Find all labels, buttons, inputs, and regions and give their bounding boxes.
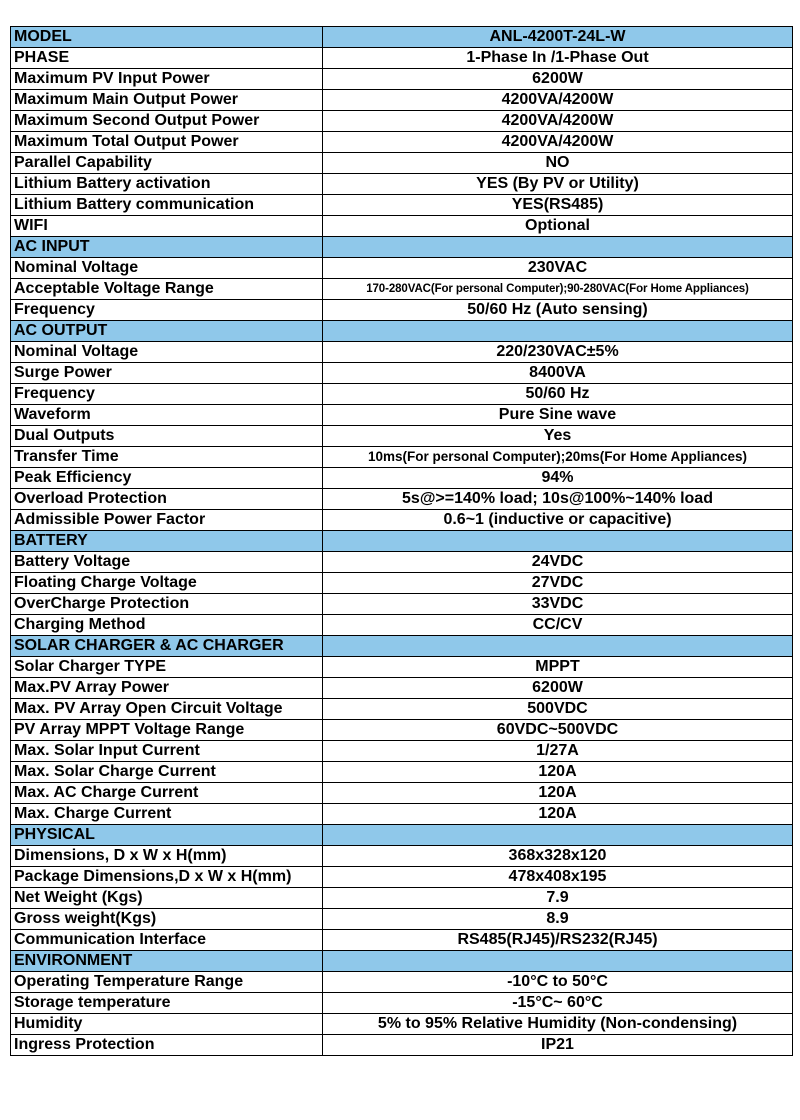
spec-value: 500VDC (323, 699, 793, 720)
spec-row (11, 447, 793, 468)
spec-row (11, 993, 793, 1014)
spec-row (11, 363, 793, 384)
spec-label: Operating Temperature Range (11, 972, 323, 993)
spec-label: Max.PV Array Power (11, 678, 323, 699)
spec-row (11, 90, 793, 111)
section-value (323, 531, 793, 552)
spec-row (11, 804, 793, 825)
spec-label: Max. AC Charge Current (11, 783, 323, 804)
spec-value: YES (By PV or Utility) (323, 174, 793, 195)
spec-label: Gross weight(Kgs) (11, 909, 323, 930)
spec-value: 120A (323, 762, 793, 783)
section-header-row (11, 825, 793, 846)
spec-value: 5% to 95% Relative Humidity (Non-condensing) (323, 1014, 793, 1035)
section-header-row (11, 531, 793, 552)
spec-label: Waveform (11, 405, 323, 426)
section-header-row (11, 321, 793, 342)
section-header-row (11, 636, 793, 657)
spec-value: 8400VA (323, 363, 793, 384)
spec-value: 94% (323, 468, 793, 489)
spec-value: 33VDC (323, 594, 793, 615)
spec-label: Floating Charge Voltage (11, 573, 323, 594)
spec-row (11, 489, 793, 510)
spec-value: 10ms(For personal Computer);20ms(For Home Appliances) (323, 447, 793, 468)
spec-label: Max. Charge Current (11, 804, 323, 825)
spec-label: Surge Power (11, 363, 323, 384)
spec-value: 220/230VAC±5% (323, 342, 793, 363)
spec-row (11, 741, 793, 762)
spec-value: 120A (323, 783, 793, 804)
spec-value: 50/60 Hz (323, 384, 793, 405)
spec-value: 24VDC (323, 552, 793, 573)
spec-value: 120A (323, 804, 793, 825)
spec-row (11, 909, 793, 930)
spec-row (11, 1014, 793, 1035)
spec-label: Battery Voltage (11, 552, 323, 573)
spec-value: CC/CV (323, 615, 793, 636)
spec-value: 8.9 (323, 909, 793, 930)
spec-label: OverCharge Protection (11, 594, 323, 615)
spec-value: 7.9 (323, 888, 793, 909)
spec-label: Maximum Total Output Power (11, 132, 323, 153)
spec-row (11, 216, 793, 237)
spec-row (11, 132, 793, 153)
spec-value: Optional (323, 216, 793, 237)
section-title: BATTERY (11, 531, 323, 552)
spec-value: 6200W (323, 69, 793, 90)
spec-label: Acceptable Voltage Range (11, 279, 323, 300)
spec-label: Max. Solar Charge Current (11, 762, 323, 783)
spec-label: PV Array MPPT Voltage Range (11, 720, 323, 741)
spec-row (11, 573, 793, 594)
section-title: AC INPUT (11, 237, 323, 258)
spec-row (11, 867, 793, 888)
spec-row (11, 720, 793, 741)
section-value: ANL-4200T-24L-W (323, 27, 793, 48)
spec-value: 170-280VAC(For personal Computer);90-280VAC(For Home Appliances) (323, 279, 793, 300)
section-title: MODEL (11, 27, 323, 48)
spec-row (11, 1035, 793, 1056)
spec-value: IP21 (323, 1035, 793, 1056)
section-header-row (11, 951, 793, 972)
spec-row (11, 678, 793, 699)
spec-row (11, 405, 793, 426)
spec-row (11, 153, 793, 174)
spec-row (11, 657, 793, 678)
spec-label: Nominal Voltage (11, 258, 323, 279)
spec-label: Peak Efficiency (11, 468, 323, 489)
spec-row (11, 195, 793, 216)
spec-label: Ingress Protection (11, 1035, 323, 1056)
spec-value: 5s@>=140% load; 10s@100%~140% load (323, 489, 793, 510)
spec-label: Communication Interface (11, 930, 323, 951)
spec-label: Admissible Power Factor (11, 510, 323, 531)
spec-value: 27VDC (323, 573, 793, 594)
spec-label: Frequency (11, 300, 323, 321)
spec-value: Yes (323, 426, 793, 447)
spec-value: 50/60 Hz (Auto sensing) (323, 300, 793, 321)
spec-value: 0.6~1 (inductive or capacitive) (323, 510, 793, 531)
spec-label: Lithium Battery activation (11, 174, 323, 195)
spec-label: Transfer Time (11, 447, 323, 468)
spec-row (11, 846, 793, 867)
section-value (323, 237, 793, 258)
spec-value: Pure Sine wave (323, 405, 793, 426)
spec-label: Dual Outputs (11, 426, 323, 447)
spec-label: Maximum Main Output Power (11, 90, 323, 111)
spec-row (11, 426, 793, 447)
spec-row (11, 552, 793, 573)
spec-label: Charging Method (11, 615, 323, 636)
spec-row (11, 279, 793, 300)
spec-value: RS485(RJ45)/RS232(RJ45) (323, 930, 793, 951)
spec-value: 368x328x120 (323, 846, 793, 867)
spec-value: 1/27A (323, 741, 793, 762)
spec-row (11, 174, 793, 195)
spec-row (11, 111, 793, 132)
spec-row (11, 699, 793, 720)
spec-label: Solar Charger TYPE (11, 657, 323, 678)
spec-row (11, 300, 793, 321)
spec-row (11, 510, 793, 531)
section-title: AC OUTPUT (11, 321, 323, 342)
spec-value: 4200VA/4200W (323, 132, 793, 153)
spec-row (11, 69, 793, 90)
spec-label: Lithium Battery communication (11, 195, 323, 216)
section-header-row (11, 237, 793, 258)
spec-row (11, 783, 793, 804)
spec-value: 1-Phase In /1-Phase Out (323, 48, 793, 69)
section-title: SOLAR CHARGER & AC CHARGER (11, 636, 323, 657)
spec-value: -10°C to 50°C (323, 972, 793, 993)
section-value (323, 951, 793, 972)
spec-value: NO (323, 153, 793, 174)
section-value (323, 636, 793, 657)
spec-row (11, 972, 793, 993)
spec-label: Storage temperature (11, 993, 323, 1014)
spec-row (11, 48, 793, 69)
spec-label: Nominal Voltage (11, 342, 323, 363)
spec-value: 60VDC~500VDC (323, 720, 793, 741)
section-value (323, 825, 793, 846)
section-header-row (11, 27, 793, 48)
spec-row (11, 615, 793, 636)
spec-row (11, 594, 793, 615)
spec-label: Maximum Second Output Power (11, 111, 323, 132)
spec-value: YES(RS485) (323, 195, 793, 216)
spec-row (11, 930, 793, 951)
spec-table-body (11, 27, 793, 1056)
spec-table (10, 26, 793, 1056)
spec-label: Max. PV Array Open Circuit Voltage (11, 699, 323, 720)
spec-row (11, 468, 793, 489)
spec-label: Parallel Capability (11, 153, 323, 174)
spec-row (11, 342, 793, 363)
spec-value: 4200VA/4200W (323, 111, 793, 132)
spec-label: Overload Protection (11, 489, 323, 510)
section-title: PHYSICAL (11, 825, 323, 846)
spec-label: Frequency (11, 384, 323, 405)
section-value (323, 321, 793, 342)
spec-label: Net Weight (Kgs) (11, 888, 323, 909)
spec-label: Humidity (11, 1014, 323, 1035)
section-title: ENVIRONMENT (11, 951, 323, 972)
spec-row (11, 258, 793, 279)
spec-label: WIFI (11, 216, 323, 237)
spec-row (11, 762, 793, 783)
spec-value: 478x408x195 (323, 867, 793, 888)
spec-label: Max. Solar Input Current (11, 741, 323, 762)
spec-value: -15°C~ 60°C (323, 993, 793, 1014)
spec-row (11, 384, 793, 405)
spec-label: PHASE (11, 48, 323, 69)
spec-value: 6200W (323, 678, 793, 699)
spec-label: Maximum PV Input Power (11, 69, 323, 90)
spec-row (11, 888, 793, 909)
spec-label: Dimensions, D x W x H(mm) (11, 846, 323, 867)
spec-value: MPPT (323, 657, 793, 678)
spec-label: Package Dimensions,D x W x H(mm) (11, 867, 323, 888)
spec-value: 230VAC (323, 258, 793, 279)
spec-value: 4200VA/4200W (323, 90, 793, 111)
